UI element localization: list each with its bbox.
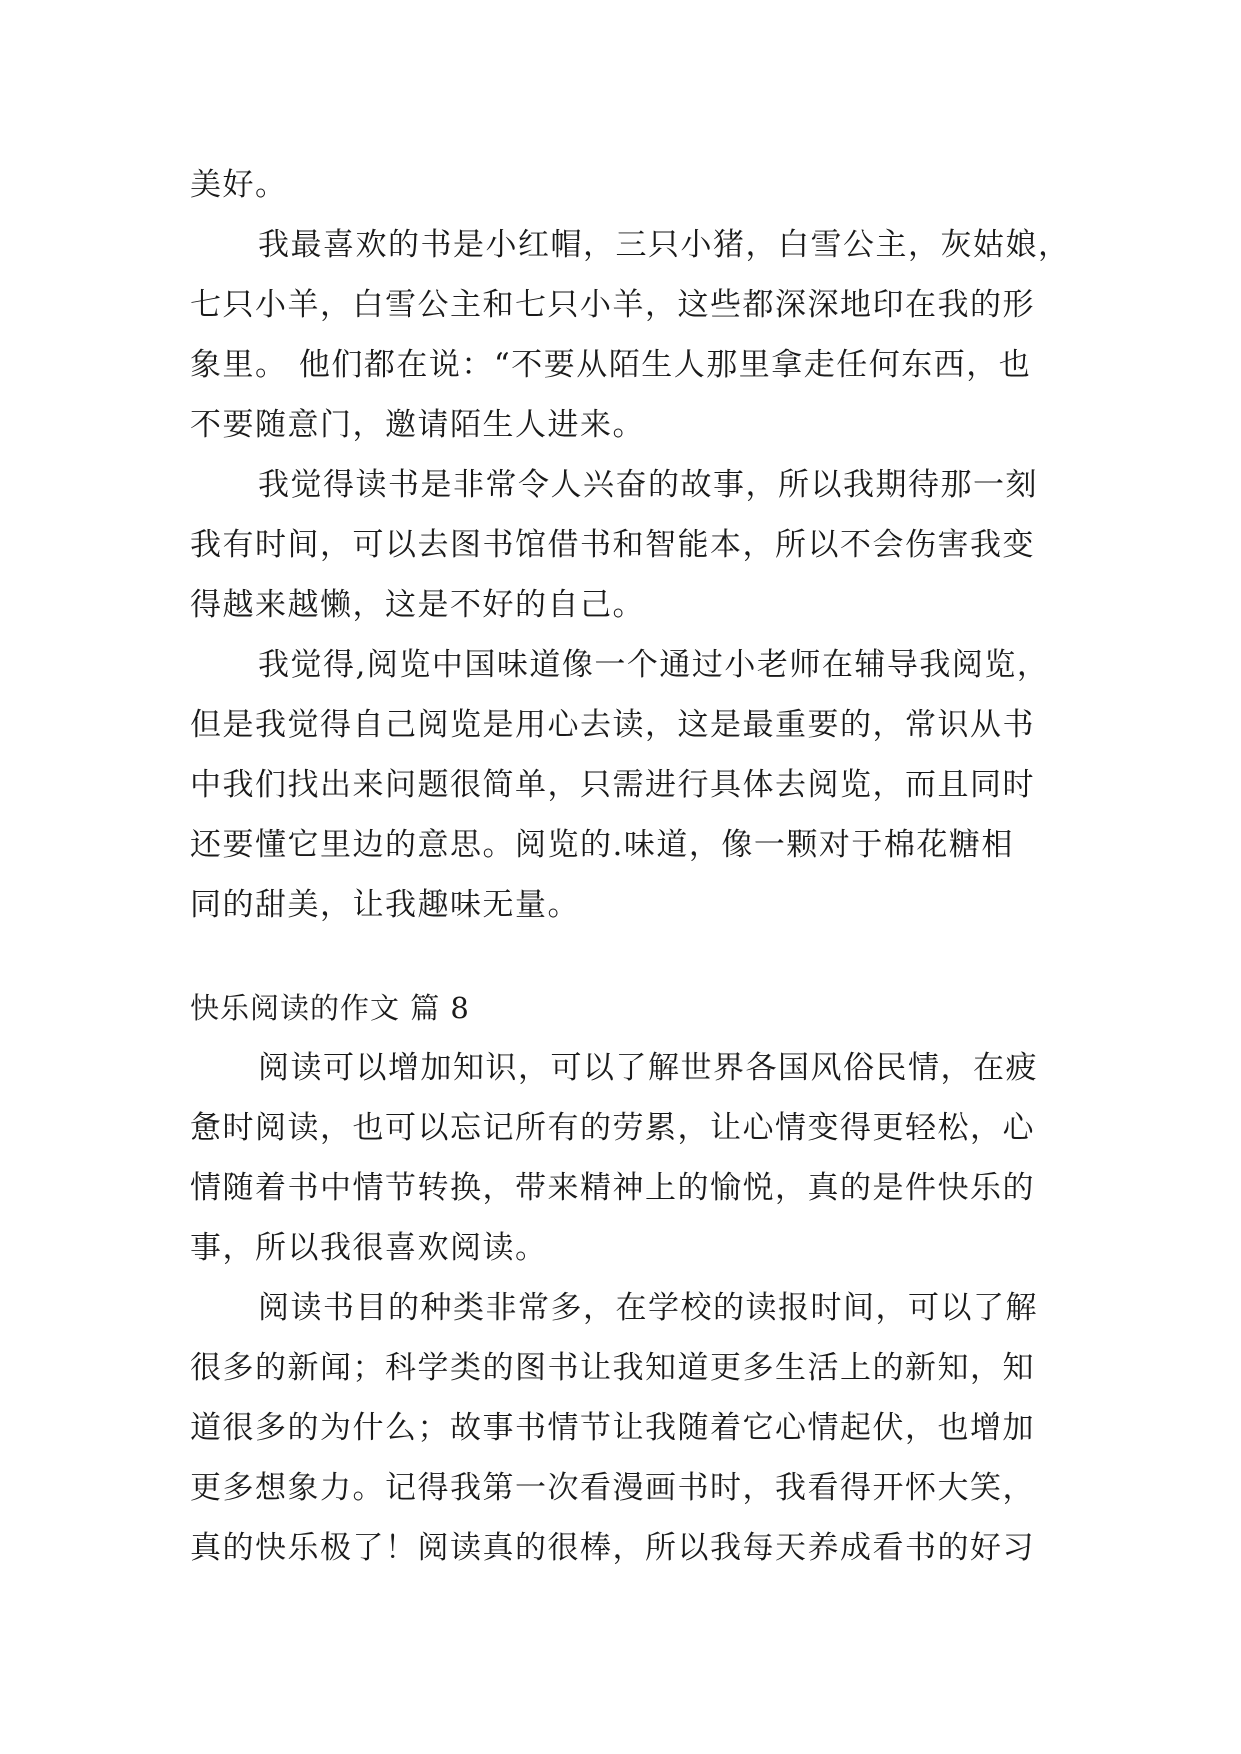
paragraph-line: 七只小羊，白雪公主和七只小羊，这些都深深地印在我的形 <box>190 287 1035 323</box>
paragraph-line: 更多想象力。记得我第一次看漫画书时，我看得开怀大笑， <box>190 1470 1035 1506</box>
paragraph-line: 惫时阅读，也可以忘记所有的劳累，让心情变得更轻松，心 <box>190 1110 1035 1146</box>
paragraph-line: 阅读书目的种类非常多，在学校的读报时间，可以了解 <box>258 1290 1038 1326</box>
section-heading: 快乐阅读的作文 篇 8 <box>190 991 470 1025</box>
paragraph-line: 阅读可以增加知识，可以了解世界各国风俗民情，在疲 <box>258 1050 1038 1086</box>
paragraph-line: 我最喜欢的书是小红帽，三只小猪，白雪公主，灰姑娘， <box>258 227 1071 263</box>
paragraph-line: 象里。 他们都在说：“不要从陌生人那里拿走任何东西，也 <box>190 347 1032 383</box>
paragraph-line: 但是我觉得自己阅览是用心去读，这是最重要的，常识从书 <box>190 707 1035 743</box>
paragraph-line: 我觉得读书是非常令人兴奋的故事，所以我期待那一刻 <box>258 467 1038 503</box>
paragraph-line: 中我们找出来问题很简单，只需进行具体去阅览，而且同时 <box>190 767 1035 803</box>
paragraph-line: 很多的新闻；科学类的图书让我知道更多生活上的新知，知 <box>190 1350 1035 1386</box>
paragraph-line: 情随着书中情节转换，带来精神上的愉悦，真的是件快乐的 <box>190 1170 1035 1206</box>
paragraph-line: 不要随意门，邀请陌生人进来。 <box>190 407 645 443</box>
paragraph-line: 还要懂它里边的意思。阅览的.味道，像一颗对于棉花糖相 <box>190 827 1014 863</box>
paragraph-line: 我有时间，可以去图书馆借书和智能本，所以不会伤害我变 <box>190 527 1035 563</box>
paragraph-line: 真的快乐极了！阅读真的很棒，所以我每天养成看书的好习 <box>190 1530 1035 1566</box>
paragraph-line: 得越来越懒，这是不好的自己。 <box>190 587 645 623</box>
paragraph-line: 道很多的为什么；故事书情节让我随着它心情起伏，也增加 <box>190 1410 1035 1446</box>
paragraph-line: 我觉得,阅览中国味道像一个通过小老师在辅导我阅览， <box>258 647 1050 683</box>
paragraph-line: 美好。 <box>190 167 288 203</box>
paragraph-line: 事，所以我很喜欢阅读。 <box>190 1230 548 1266</box>
paragraph-line: 同的甜美，让我趣味无量。 <box>190 887 580 923</box>
